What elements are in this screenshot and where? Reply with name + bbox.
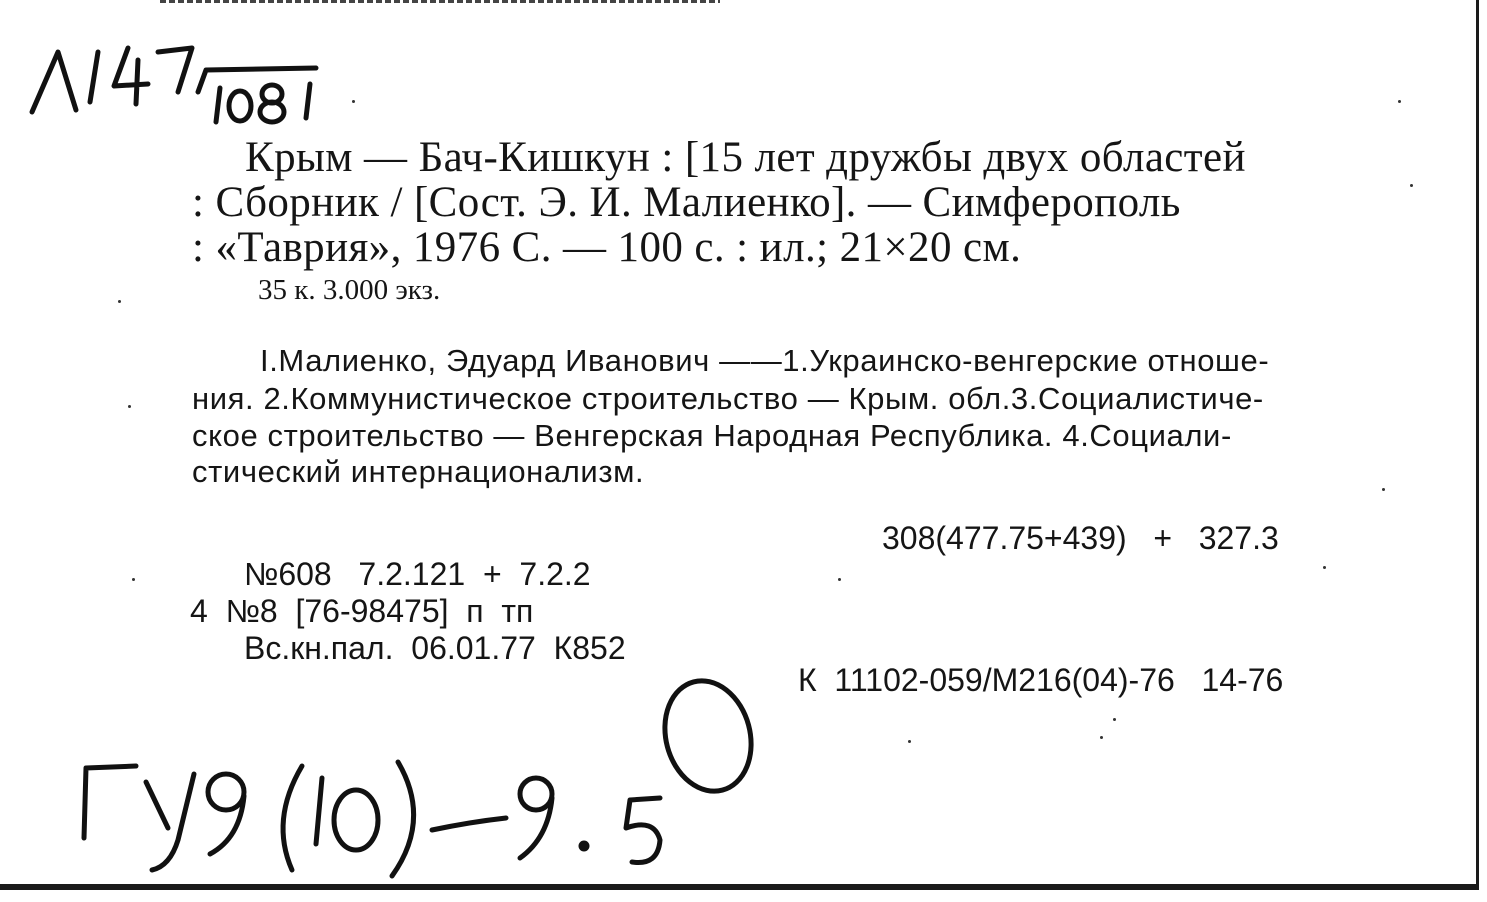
price-and-print-run: 35 к. 3.000 экз.: [258, 274, 441, 306]
scan-speck: [128, 405, 131, 408]
classification-index: 308(477.75+439) + 327.3: [882, 520, 1279, 556]
scan-speck: [908, 740, 911, 743]
card-bottom-edge: [0, 884, 1479, 890]
scan-speck: [1398, 100, 1401, 103]
title-line-3: : «Таврия», 1976 С. — 100 с. : ил.; 21×20 см.: [192, 224, 1022, 271]
catalog-code: К 11102-059/М216(04)-76 14-76: [798, 662, 1284, 698]
subject-line-2: ния. 2.Коммунистическое строительство — Крым. обл.3.Социалистиче-: [192, 381, 1264, 416]
record-line-3: Вс.кн.пал. 06.01.77 К852: [244, 630, 626, 666]
scan-speck: [1100, 736, 1103, 739]
scan-speck: [118, 300, 121, 303]
card-right-edge: [1476, 0, 1479, 890]
scan-speck: [1113, 718, 1116, 721]
scan-speck: [1410, 184, 1413, 187]
scan-speck: [1323, 566, 1326, 569]
record-line-2: 4 №8 [76-98475] п тп: [190, 593, 534, 629]
title-line-1: Крым — Бач-Кишкун : [15 лет дружбы двух областей: [245, 134, 1246, 181]
subject-line-1: I.Малиенко, Эдуард Иванович ——1.Украинско-венгерские отноше-: [260, 343, 1270, 378]
subject-line-3: ское строительство — Венгерская Народная Республика. 4.Социали-: [192, 418, 1232, 453]
scan-speck: [838, 578, 841, 581]
subject-line-4: стический интернационализм.: [192, 454, 645, 489]
card-top-edge: [160, 0, 720, 3]
handwritten-shelf-mark: [20, 30, 350, 130]
handwritten-classification-mark: [70, 670, 770, 880]
title-line-2: : Сборник / [Сост. Э. И. Малиенко]. — Симферополь: [192, 179, 1181, 226]
scan-speck: [132, 578, 135, 581]
record-line-1: №608 7.2.121 + 7.2.2: [244, 556, 591, 592]
scan-speck: [1382, 488, 1385, 491]
scan-speck: [352, 100, 355, 103]
